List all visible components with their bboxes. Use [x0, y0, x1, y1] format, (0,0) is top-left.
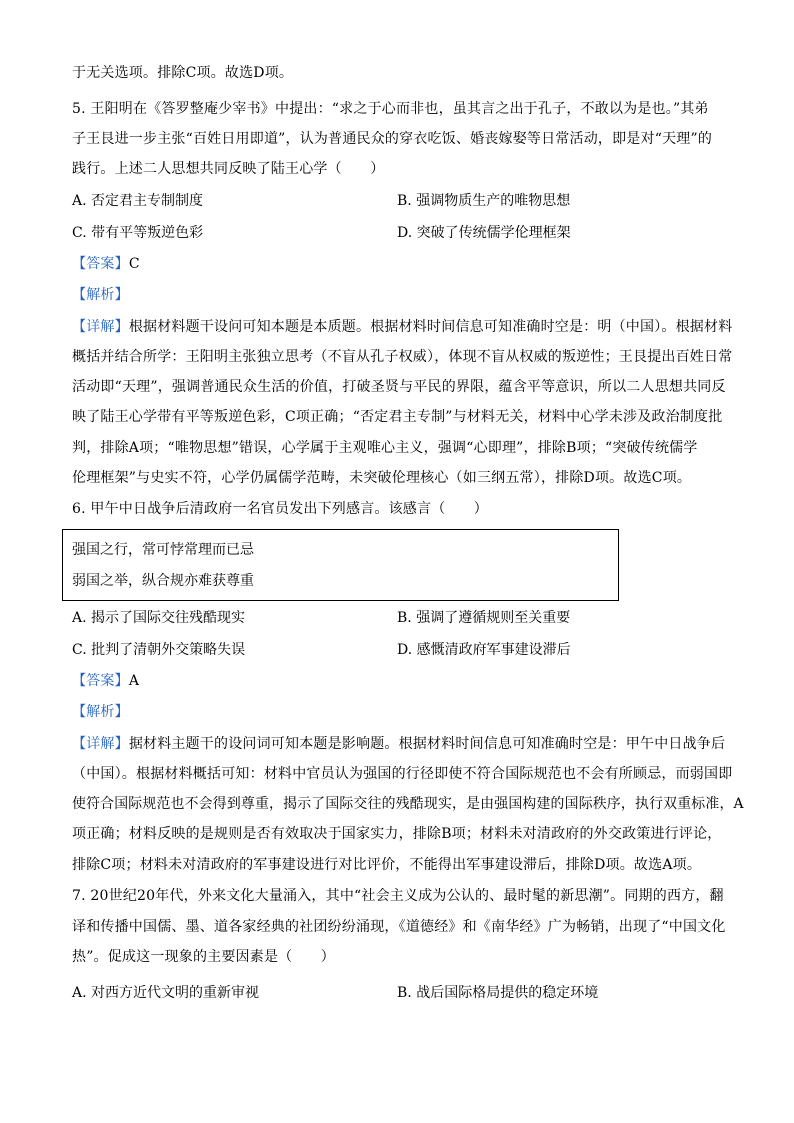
q5-analysis-tag: 【解析】 [72, 287, 129, 303]
q5-detail-line-5: 判，排除A项；“唯物思想”错误，心学属于主观唯心主义，强调“心即理”，排除B项；“突破传统儒学 [72, 440, 698, 456]
q5-detail-line-1 [72, 317, 732, 337]
q5-answer-value: C [128, 256, 140, 272]
q6-answer-tag: 【答案】 [72, 673, 129, 689]
q6-option-b: B. 强调了遵循规则至关重要 [397, 610, 571, 626]
q6-detail-line-2: （中国）。根据材料概括可知：材料中官员认为强国的行径即使不符合国际规范也不会有所顾忌，而弱国即 [72, 766, 733, 782]
q6-option-d: D. 感慨清政府军事建设滞后 [397, 642, 571, 658]
q6-quote-line-2: 弱国之举，纵合规亦难获尊重 [72, 573, 254, 589]
q6-analysis-heading [72, 702, 129, 722]
q6-analysis-tag: 【解析】 [72, 704, 129, 720]
q5-option-d: D. 突破了传统儒学伦理框架 [397, 225, 571, 241]
q5-stem-line-1: 5. 王阳明在《答罗整庵少宰书》中提出：“求之于心而非也，虽其言之出于孔子，不敢以为是也。”其弟 [72, 101, 709, 117]
q5-option-a: A. 否定君主专制制度 [72, 193, 204, 209]
q5-detail-line-6: 伦理框架”与史实不符，心学仍属儒学范畴，未突破伦理核心（如三纲五常），排除D项。故选C项。 [72, 470, 692, 486]
q7-option-a: A. 对西方近代文明的重新审视 [72, 985, 260, 1001]
q6-option-c: C. 批判了清朝外交策略失误 [72, 642, 246, 658]
q5-option-c: C. 带有平等叛逆色彩 [72, 225, 204, 241]
q7-stem-line-1: 7. 20世纪20年代，外来文化大量涌入，其中“社会主义成为公认的、最时髦的新思潮”。同期的西方，翻 [72, 888, 724, 904]
q6-detail-line-5: 排除C项；材料未对清政府的军事建设进行对比评价，不能得出军事建设滞后，排除D项。故选A项。 [72, 857, 702, 873]
q6-stem: 6. 甲午中日战争后清政府一名官员发出下列感言。该感言（ ） [72, 501, 489, 517]
q5-answer [72, 254, 140, 274]
q6-quote-box [62, 529, 619, 601]
q6-detail-line-1 [72, 734, 725, 754]
q7-stem-line-3: 热”。促成这一现象的主要因素是（ ） [72, 949, 335, 965]
q5-stem-line-2: 子王艮进一步主张“百姓日用即道”，认为普通民众的穿衣吃饭、婚丧嫁娶等日常活动，即是对“天理”的 [72, 131, 713, 147]
q6-detail-text-1: 据材料主题干的设问词可知本题是影响题。根据材料时间信息可知准确时空是：甲午中日战争后 [128, 736, 726, 752]
q5-option-b: B. 强调物质生产的唯物思想 [397, 193, 571, 209]
q5-detail-line-2: 概括并结合所学：王阳明主张独立思考（不盲从孔子权威），体现不盲从权威的叛逆性；王艮提出百姓日常 [72, 349, 733, 365]
q5-stem-line-3: 践行。上述二人思想共同反映了陆王心学（ ） [72, 161, 385, 177]
q5-answer-tag: 【答案】 [72, 256, 129, 272]
q5-detail-line-3: 活动即“天理”，强调普通民众生活的价值，打破圣贤与平民的界限，蕴含平等意识，所以二人思想共同反 [72, 379, 726, 395]
q6-option-a: A. 揭示了国际交往残酷现实 [72, 610, 246, 626]
q7-stem-line-2: 译和传播中国儒、墨、道各家经典的社团纷纷涌现，《道德经》和《南华经》广为畅销，出现了“中国文化 [72, 919, 726, 935]
q5-detail-tag: 【详解】 [72, 319, 129, 335]
q5-analysis-heading [72, 285, 129, 305]
q6-answer [72, 671, 139, 691]
q5-detail-text-1: 根据材料题干设问可知本题是本质题。根据材料时间信息可知准确时空是：明（中国）。根据材料 [128, 319, 733, 335]
q7-option-b: B. 战后国际格局提供的稳定环境 [397, 985, 599, 1001]
q6-answer-value: A [128, 673, 140, 689]
q6-detail-line-4: 项正确；材料反映的是规则是否有效取决于国家实力，排除B项；材料未对清政府的外交政策进行评论， [72, 826, 722, 842]
q6-detail-line-3: 使符合国际规范也不会得到尊重，揭示了国际交往的残酷现实，是由强国构建的国际秩序，执行双重标准，A [72, 796, 744, 812]
intro-text: 于无关选项。排除C项。故选D项。 [72, 65, 294, 81]
q6-quote-line-1: 强国之行，常可悖常理而已忌 [72, 542, 254, 558]
q5-detail-line-4: 映了陆王心学带有平等叛逆色彩，C项正确；“否定君主专制”与材料无关，材料中心学未涉及政治制度批 [72, 409, 723, 425]
q6-detail-tag: 【详解】 [72, 736, 129, 752]
